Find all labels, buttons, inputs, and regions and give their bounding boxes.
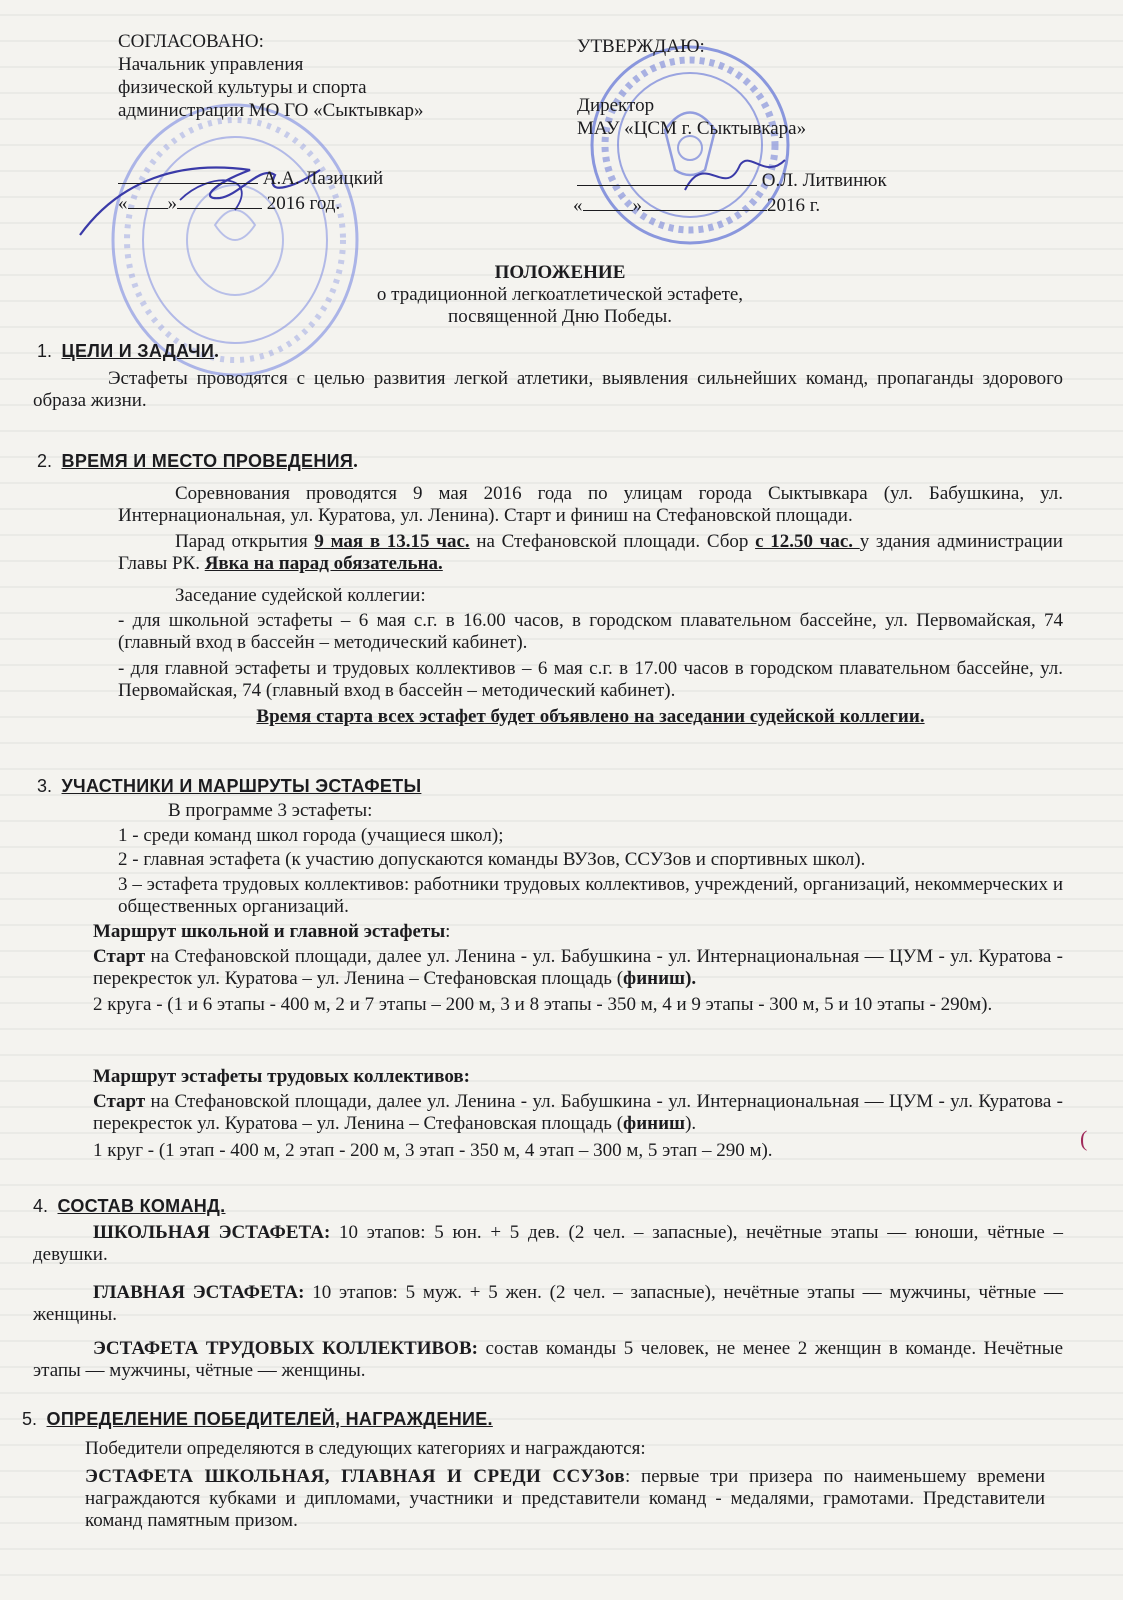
section-5-p2: ЭСТАФЕТА ШКОЛЬНАЯ, ГЛАВНАЯ И СРЕДИ ССУЗов: первые три призера по наименьшему времени награждаются кубками и дипломами, участники и представители команд - медалями, грамотами. Представители команд памятным призом. — [85, 1466, 1045, 1531]
section-3-p4: 3 – эстафета трудовых коллективов: работники трудовых коллективов, учреждений, организаций, некоммерческих и общественных организаций. — [118, 874, 1063, 917]
section-3-p1: В программе 3 эстафеты: — [168, 800, 373, 821]
route-2-laps: 1 круг - (1 этап - 400 м, 2 этап - 200 м, 3 этап - 350 м, 4 этап – 300 м, 5 этап – 290 м). — [93, 1140, 773, 1161]
section-1-text: Эстафеты проводятся с целью развития легкой атлетики, выявления сильнейших команд, пропаганды здорового образа жизни. — [33, 368, 1063, 411]
doc-title-block — [200, 262, 920, 328]
section-2-p3: Заседание судейской коллегии: — [175, 585, 426, 606]
section-4-heading: 4. СОСТАВ КОМАНД. — [33, 1196, 226, 1216]
approval-left-signer — [118, 168, 518, 190]
section-2-p6: Время старта всех эстафет будет объявлено на заседании судейской коллегии. — [256, 706, 925, 727]
approval-right-position — [577, 94, 907, 140]
section-4-t3: ЭСТАФЕТА ТРУДОВЫХ КОЛЛЕКТИВОВ: состав команды 5 человек, не менее 2 женщин в команде. Нечётные этапы — мужчины, чётные — женщины. — [33, 1338, 1063, 1381]
approval-left-line2: физической культуры и спорта — [118, 77, 367, 98]
doc-subtitle-1: о традиционной легкоатлетической эстафете, — [376, 284, 744, 305]
approval-left-signer-name: А.А. Лазицкий — [262, 168, 384, 189]
route-2-text: Старт на Стефановской площади, далее ул. Ленина - ул. Бабушкина - ул. Интернациональная — ЦУМ - ул. Куратова - перекресток ул. Куратова – ул. Ленина – Стефановская площадь (финиш). — [93, 1091, 1063, 1134]
approval-left-line3: администрации МО ГО «Сыктывкар» — [118, 100, 424, 121]
section-2-p2: Парад открытия 9 мая в 13.15 час. на Стефановской площади. Сбор с 12.50 час. у здания администрации Главы РК. Явка на парад обязательна. — [118, 531, 1063, 574]
approval-right-date: « » 2016 г. — [573, 195, 821, 216]
approval-right-title: УТВЕРЖДАЮ: — [577, 36, 705, 57]
section-5-p1: Победители определяются в следующих категориях и награждаются: — [85, 1438, 646, 1459]
doc-title: ПОЛОЖЕНИЕ — [494, 262, 626, 283]
section-5-heading: 5. ОПРЕДЕЛЕНИЕ ПОБЕДИТЕЛЕЙ, НАГРАЖДЕНИЕ. — [22, 1409, 493, 1429]
section-2-p4: - для школьной эстафеты – 6 мая с.г. в 16.00 часов, в городском плавательном бассейне, ул. Первомайская, 74 (главный вход в бассейн – методический кабинет). — [118, 610, 1063, 653]
margin-mark: ( — [1080, 1126, 1088, 1151]
section-3-p3: 2 - главная эстафета (к участию допускаются команды ВУЗов, ССУЗов и спортивных школ). — [118, 849, 866, 870]
section-1-heading: 1. ЦЕЛИ И ЗАДАЧИ. — [37, 341, 219, 362]
route-1-laps: 2 круга - (1 и 6 этапы - 400 м, 2 и 7 этапы – 200 м, 3 и 8 этапы - 350 м, 4 и 9 этапы - 300 м, 5 и 10 этапы - 290м). — [93, 994, 993, 1015]
section-2-heading: 2. ВРЕМЯ И МЕСТО ПРОВЕДЕНИЯ. — [37, 451, 358, 472]
route-1-text: Старт на Стефановской площади, далее ул. Ленина - ул. Бабушкина - ул. Интернациональная — ЦУМ - ул. Куратова - перекресток ул. Куратова – ул. Ленина – Стефановская площадь (финиш). — [93, 946, 1063, 989]
section-2-p5: - для главной эстафеты и трудовых коллективов – 6 мая с.г. в 17.00 часов в городском плавательном бассейне, ул. Первомайская, 74 (главный вход в бассейн – методический кабинет). — [118, 658, 1063, 701]
approval-left-year: 2016 год. — [266, 193, 341, 214]
route-1-title: Маршрут школьной и главной эстафеты: — [93, 921, 451, 942]
approval-left-date: « » 2016 год. — [118, 193, 341, 214]
section-4-t2: ГЛАВНАЯ ЭСТАФЕТА: 10 этапов: 5 муж. + 5 жен. (2 чел. – запасные), нечётные этапы — мужчины, чётные — женщины. — [33, 1282, 1064, 1325]
approval-right-signer — [577, 170, 917, 192]
doc-subtitle-2: посвященной Дню Победы. — [448, 306, 672, 327]
approval-right-block — [577, 35, 907, 58]
approval-left-title: СОГЛАСОВАНО: — [118, 31, 264, 52]
section-4-t1: ШКОЛЬНАЯ ЭСТАФЕТА: 10 этапов: 5 юн. + 5 дев. (2 чел. – запасные), нечётные этапы — юноши, чётные – девушки. — [33, 1222, 1063, 1265]
route-2-title: Маршрут эстафеты трудовых коллективов: — [93, 1066, 470, 1087]
section-3-heading: 3. УЧАСТНИКИ И МАРШРУТЫ ЭСТАФЕТЫ — [37, 776, 422, 796]
approval-left-line1: Начальник управления — [118, 54, 304, 75]
approval-left-block — [118, 30, 518, 122]
approval-right-line1: Директор — [577, 95, 655, 116]
approval-right-year: 2016 г. — [767, 195, 821, 216]
section-3-p2: 1 - среди команд школ города (учащиеся школ); — [118, 825, 504, 846]
approval-right-signer-name: О.Л. Литвинюк — [761, 170, 887, 191]
section-2-p1: Соревнования проводятся 9 мая 2016 года по улицам города Сыктывкара (ул. Бабушкина, ул. Интернациональная, ул. Куратова, ул. Ленина). Старт и финиш на Стефановской площади. — [118, 483, 1063, 526]
approval-right-line2: МАУ «ЦСМ г. Сыктывкара» — [577, 118, 807, 139]
